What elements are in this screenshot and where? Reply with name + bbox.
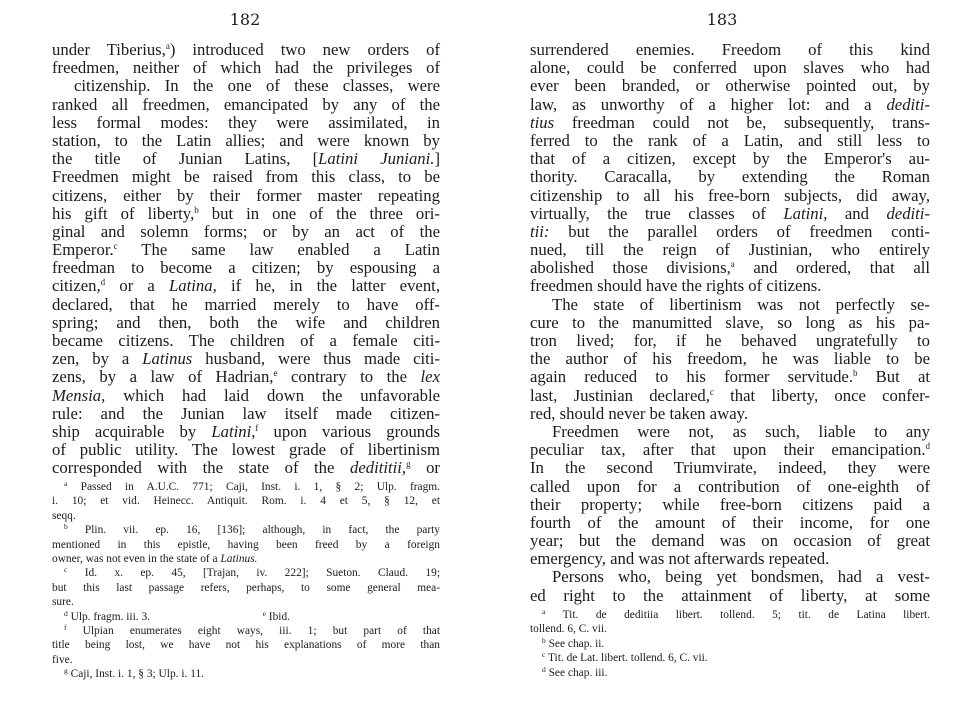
italic-text: Latini Juniani.: [318, 149, 435, 169]
footnote-mark: a: [542, 607, 546, 616]
text-run: tollend. 6, C. vii.: [530, 623, 607, 636]
text-line: [530, 277, 930, 295]
text-run: corresponded with the state of the: [52, 458, 350, 478]
text-line: [52, 350, 440, 368]
text-run: but this last passage refers, perhaps, to some general mea-: [52, 581, 440, 594]
body-text: [530, 41, 930, 605]
text-run: less formal modes: they were assimilated, in: [52, 112, 440, 132]
text-run: contrary to the: [277, 367, 421, 387]
text-line: [530, 132, 930, 150]
text-run: peculiar tax, after that upon their emancipation.: [530, 440, 926, 460]
text-line: [52, 114, 440, 132]
text-line: [530, 532, 930, 550]
text-line: [52, 187, 440, 205]
italic-text: Latinus.: [220, 552, 258, 565]
text-run: declared, that he married merely to have off-: [52, 294, 440, 314]
italic-text: lex: [420, 367, 440, 387]
text-line: [52, 132, 440, 150]
text-run: or: [410, 458, 440, 478]
text-run: tron lived; for, if he behaved ungratefully to: [530, 331, 930, 350]
text-run: The state of libertinism was not perfectly se-: [552, 294, 930, 314]
text-line: [530, 587, 930, 605]
footnote-line: [530, 622, 930, 636]
text-line: [52, 259, 440, 277]
italic-text: dedititii,: [349, 458, 407, 478]
text-run: rule: and the Junian law itself made citizen-: [52, 403, 440, 423]
text-run: nued, till the reign of Justinian, who entirely: [530, 240, 930, 260]
text-run: upon various grounds: [258, 421, 440, 441]
text-run: cure to the manumitted slave, so long as his pa-: [530, 312, 930, 332]
text-run: became citizens. The children of a female citi-: [52, 331, 440, 350]
text-line: [530, 259, 930, 277]
footnote-mark: c: [709, 386, 714, 397]
footnote-mark: e: [262, 608, 266, 618]
text-run: seqq.: [52, 509, 76, 522]
italic-text: Latini,: [783, 203, 828, 223]
text-run: fourth of the amount of their income, for one: [530, 512, 930, 532]
text-line: [530, 168, 930, 186]
footnote-mark: d: [542, 664, 546, 674]
text-line: [530, 205, 930, 223]
footnote-mark: f: [255, 422, 259, 433]
italic-text: Latina,: [169, 276, 217, 296]
footnote-line: [52, 509, 440, 523]
text-run: but the parallel orders of freedmen conti-: [549, 221, 930, 241]
text-line: [530, 296, 930, 314]
text-line: [530, 350, 930, 368]
text-run: virtually, the true classes of: [530, 203, 784, 223]
italic-text: Latinus: [142, 349, 193, 369]
text-run: alone, could be conferred upon slaves who had: [530, 58, 930, 78]
text-line: [530, 478, 930, 496]
text-run: husband, were thus made citi-: [192, 349, 440, 369]
text-run: Persons who, being yet bondsmen, had a vest-: [552, 567, 930, 587]
text-run: ferred to the rank of a Latin, and still less to: [530, 130, 930, 150]
text-line: [530, 368, 930, 386]
page-number: 182: [229, 10, 261, 29]
text-line: [530, 59, 930, 77]
italic-text: tii:: [530, 221, 550, 241]
page-number: 183: [706, 10, 738, 29]
text-line: [52, 41, 440, 59]
text-run: emergency, and was not afterwards repeated.: [530, 549, 830, 569]
footnote-line: [52, 538, 440, 552]
text-run: ]: [434, 149, 441, 169]
right-page: [490, 0, 980, 723]
text-run: but in one of the three ori-: [198, 203, 440, 223]
text-run: or a: [105, 276, 170, 296]
text-run: i. 10; et vid. Heinecc. Antiquit. Rom. i. 4 et 5, § 12, et: [52, 495, 440, 508]
text-line: [52, 459, 440, 477]
text-run: freedmen, neither of which had the privileges of: [52, 58, 440, 78]
text-run: ship acquirable by: [52, 421, 212, 441]
text-line: [52, 423, 440, 441]
footnote-mark: d: [925, 441, 930, 452]
text-run: if he, in the latter event,: [216, 276, 440, 296]
text-line: [530, 77, 930, 95]
footnote-line: [530, 651, 930, 665]
footnote-mark: f: [64, 622, 67, 632]
footnote-line: [530, 608, 930, 622]
text-run: See chap. iii.: [545, 666, 608, 679]
text-run: surrendered enemies. Freedom of this kind: [530, 40, 930, 59]
footnote-line: [52, 667, 440, 681]
footnote-mark: b: [853, 368, 858, 379]
footnote-mark: a: [64, 479, 68, 488]
text-run: mentioned in this epistle, having been freed by a foreign: [52, 538, 440, 551]
text-run: ed right to the attainment of liberty, at some: [530, 585, 930, 605]
footnote-line: [52, 595, 440, 609]
footnote-pair: [52, 610, 440, 624]
text-line: [530, 514, 930, 532]
footnote-line: [52, 653, 440, 667]
text-run: and ordered, that all: [734, 258, 931, 278]
footnote-line: [52, 638, 440, 652]
text-run: ginal and solemn forms; or by an act of the: [52, 221, 440, 241]
footnote-mark: d: [100, 277, 106, 288]
text-line: [52, 59, 440, 77]
text-line: [52, 168, 440, 186]
text-run: The same law enabled a Latin: [117, 240, 440, 260]
text-run: sure.: [52, 596, 74, 609]
footnote-line: [530, 666, 930, 680]
footnote-line: [52, 480, 440, 494]
text-run: under Tiberius,: [52, 40, 166, 59]
text-line: [530, 150, 930, 168]
footnote-mark: b: [542, 635, 546, 645]
text-line: [52, 241, 440, 259]
text-run: his gift of liberty,: [52, 203, 195, 223]
text-run: owner, was not even in the state of a: [52, 552, 221, 565]
text-run: citizens, either by their former master repeating: [52, 185, 440, 205]
text-run: year; but the demand was on occasion of great: [530, 531, 930, 551]
footnotes: [530, 608, 930, 680]
text-line: [530, 41, 930, 59]
body-text: [52, 41, 440, 478]
text-run: Freedmen were not, as such, liable to any: [552, 421, 930, 441]
text-run: abolished those divisions,: [530, 258, 731, 278]
text-line: [52, 405, 440, 423]
text-line: [52, 205, 440, 223]
text-run: ) introduced two new orders of: [169, 40, 441, 59]
text-line: [530, 441, 930, 459]
footnote-line: [52, 566, 440, 580]
text-line: [52, 387, 440, 405]
text-line: [52, 368, 440, 386]
text-line: [530, 459, 930, 477]
text-run: Freedmen might be raised from this class, to be: [52, 167, 440, 187]
text-line: [52, 223, 440, 241]
text-line: [530, 405, 930, 423]
text-run: zen, by a: [52, 349, 143, 369]
text-run: See chap. ii.: [545, 637, 605, 650]
text-run: red, should never be taken away.: [530, 403, 749, 423]
text-run: ever been branded, or otherwise pointed out, by: [530, 76, 930, 96]
text-run: But at: [857, 367, 930, 387]
italic-text: Latini,: [211, 421, 256, 441]
text-run: that of a citizen, except by the Emperor's au-: [530, 149, 930, 169]
text-run: Emperor.: [52, 240, 114, 260]
italic-text: Mensia,: [52, 385, 106, 405]
italic-text: dediti-: [886, 203, 930, 223]
text-run: five.: [52, 653, 73, 666]
text-run: again reduced to his former servitude.: [530, 367, 853, 387]
text-line: [52, 441, 440, 459]
text-run: In the second Triumvirate, indeed, they were: [530, 458, 930, 478]
text-line: [530, 423, 930, 441]
text-run: freedmen should have the rights of citizens.: [530, 276, 822, 296]
text-line: [530, 387, 930, 405]
text-run: citizenship to all his free-born subjects, did away,: [530, 185, 930, 205]
text-line: [52, 150, 440, 168]
text-line: [52, 314, 440, 332]
text-line: [530, 332, 930, 350]
footnote-mark: g: [64, 666, 68, 676]
text-run: and: [827, 203, 887, 223]
text-run: zens, by a law of Hadrian,: [52, 367, 274, 387]
text-line: [530, 550, 930, 568]
text-line: [530, 114, 930, 132]
footnote-line: [52, 581, 440, 595]
footnote-mark: b: [64, 522, 68, 532]
text-line: [530, 314, 930, 332]
footnote-mark: a: [730, 259, 735, 270]
text-run: Caji, Inst. i. 1, § 3; Ulp. i. 11.: [67, 668, 205, 681]
footnotes: [52, 480, 440, 681]
italic-text: tius: [530, 112, 555, 132]
text-run: Tit. de deditiia libert. tollend. 5; tit. de Latina libert.: [545, 609, 930, 621]
footnote-line: [52, 552, 440, 566]
text-line: [52, 332, 440, 350]
text-line: [52, 296, 440, 314]
text-run: freedman to become a citizen; by espousing a: [52, 258, 440, 278]
footnote-mark: c: [113, 241, 118, 252]
text-run: Ibid.: [265, 610, 290, 623]
text-line: [530, 568, 930, 586]
text-run: that liberty, once confer-: [713, 385, 930, 405]
text-line: [530, 187, 930, 205]
footnote-line: [263, 610, 290, 624]
footnote-mark: c: [542, 650, 546, 660]
text-run: which had laid down the unfavorable: [105, 385, 440, 405]
text-run: station, to the Latin allies; and were known by: [52, 130, 440, 150]
text-run: title being lost, we have not his explanations of more than: [52, 639, 440, 652]
footnote-mark: e: [273, 368, 278, 379]
footnote-line: [530, 637, 930, 651]
text-run: spring; and then, both the wife and children: [52, 312, 440, 332]
text-run: Plin. vii. ep. 16, [136]; although, in fact, the party: [67, 524, 440, 537]
footnote-mark: b: [194, 204, 199, 215]
text-line: [530, 223, 930, 241]
text-line: [530, 241, 930, 259]
text-line: [530, 496, 930, 514]
footnote-line: [52, 494, 440, 508]
text-run: the title of Junian Latins, [: [52, 149, 319, 169]
text-run: Tit. de Lat. libert. tollend. 6, C. vii.: [545, 652, 708, 665]
text-run: called upon for a contribution of one-eighth of: [530, 476, 930, 496]
text-run: Ulp. fragm. iii. 3.: [67, 610, 151, 623]
footnote-mark: c: [64, 565, 68, 575]
footnote-line: [52, 624, 440, 638]
text-run: citizenship. In the one of these classes, were: [74, 76, 440, 96]
text-run: citizen,: [52, 276, 101, 296]
footnote-mark: a: [165, 41, 170, 51]
text-run: their property; while free-born citizens paid a: [530, 494, 930, 514]
text-line: [52, 277, 440, 295]
text-run: Passed in A.U.C. 771; Caji, Inst. i. 1, § 2; Ulp. fragm.: [67, 481, 440, 493]
footnote-mark: d: [64, 608, 68, 618]
footnote-line: [64, 610, 150, 624]
footnote-line: [52, 523, 440, 537]
text-run: last, Justinian declared,: [530, 385, 710, 405]
footnote-mark: g: [406, 459, 411, 470]
text-run: ranked all freedmen, emancipated by any of the: [52, 94, 440, 114]
text-run: of public utility. The lowest grade of libertinism: [52, 440, 440, 460]
text-run: law, as unworthy of a higher lot: and a: [530, 94, 887, 114]
text-run: Ulpian enumerates eight ways, iii. 1; but part of that: [66, 624, 440, 637]
text-line: [530, 96, 930, 114]
text-line: [52, 96, 440, 114]
text-run: Id. x. ep. 45, [Trajan, iv. 222]; Sueton. Claud. 19;: [67, 567, 440, 580]
text-run: thority. Caracalla, by extending the Roman: [530, 167, 930, 187]
text-run: freedman could not be, subsequently, trans-: [554, 112, 930, 132]
text-run: the author of his freedom, he was liable to be: [530, 349, 930, 369]
text-line: [52, 77, 440, 95]
italic-text: dediti-: [886, 94, 930, 114]
